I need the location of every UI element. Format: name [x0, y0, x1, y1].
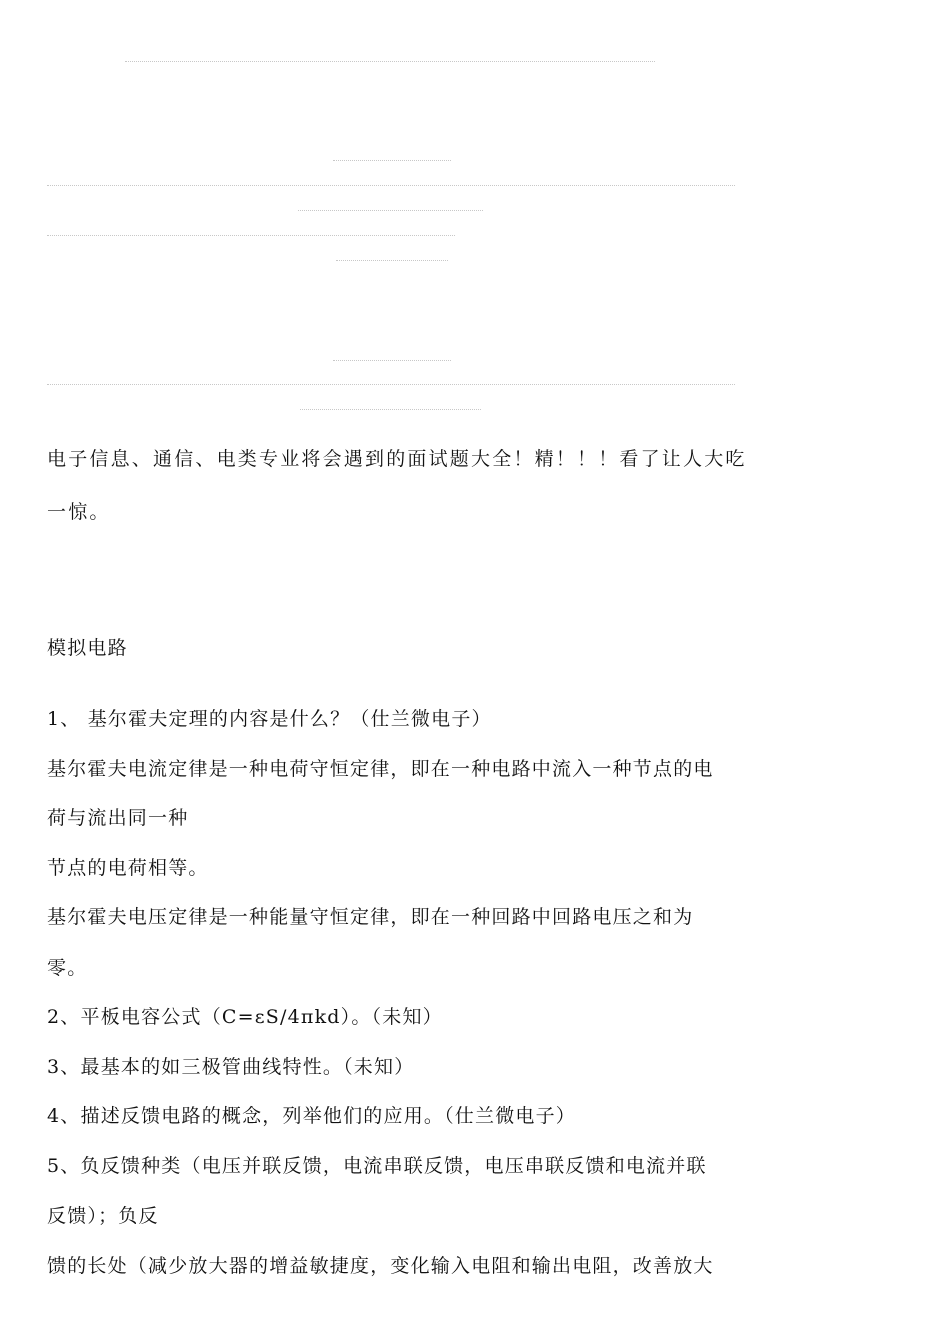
question-1: 1、 基尔霍夫定理的内容是什么？（仕兰微电子） — [47, 708, 492, 730]
answer-line: 荷与流出同一种 — [47, 807, 189, 829]
document-title-line-1: 电子信息、通信、电类专业将会遇到的面试题大全！精！！！看了让人大吃 — [47, 448, 747, 470]
answer-line: 节点的电荷相等。 — [47, 857, 209, 879]
question-5: 5、负反馈种类（电压并联反馈，电流串联反馈，电压串联反馈和电流并联 — [47, 1155, 707, 1177]
divider-rule — [300, 409, 481, 410]
question-4: 4、描述反馈电路的概念，列举他们的应用。（仕兰微电子） — [47, 1105, 576, 1127]
answer-line: 基尔霍夫电流定律是一种电荷守恒定律，即在一种电路中流入一种节点的电 — [47, 758, 714, 780]
answer-line: 基尔霍夫电压定律是一种能量守恒定律，即在一种回路中回路电压之和为 — [47, 906, 694, 928]
question-5-continued: 反馈）；负反 — [47, 1205, 159, 1227]
divider-rule — [298, 210, 483, 211]
question-5-continued: 馈的长处（减少放大器的增益敏捷度，变化输入电阻和输出电阻，改善放大 — [47, 1255, 714, 1277]
divider-rule — [47, 185, 735, 186]
divider-rule — [47, 384, 735, 385]
section-heading: 模拟电路 — [47, 637, 128, 659]
divider-rule — [47, 235, 455, 236]
answer-line: 零。 — [47, 957, 88, 979]
question-2: 2、平板电容公式（C=εS/4πkd）。（未知） — [47, 1006, 443, 1028]
document-title-line-2: 一惊。 — [47, 501, 111, 523]
divider-rule — [336, 260, 448, 261]
question-3: 3、最基本的如三极管曲线特性。（未知） — [47, 1056, 415, 1078]
header-rule — [125, 61, 655, 62]
divider-rule — [333, 160, 451, 161]
divider-rule — [333, 360, 451, 361]
